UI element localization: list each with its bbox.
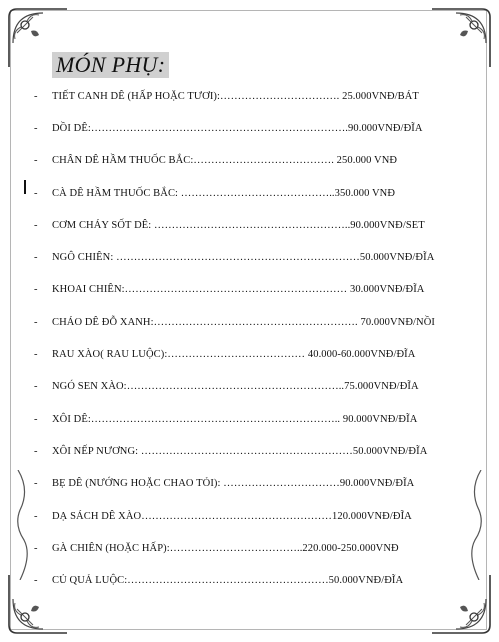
menu-item-text: CHÂN DÊ HẦM THUỐC BẮC:…………………………………. 250.000 VNĐ [52,155,398,167]
menu-item-text: CỦ QUẢ LUỘC:…………………………………………………50.000VNĐ/ĐĨA [52,575,404,587]
menu-item-text: DỒI DÊ:……………………………………………………………….90.000VNĐ/ĐĨA [52,122,423,134]
menu-item [34,468,454,500]
menu-item-text: DẠ SÁCH DÊ XÀO………………………………………………120.000VNĐ/ĐĨA [52,510,412,522]
bullet: - [34,219,38,231]
menu-item-text: CÀ DÊ HẦM THUỐC BẮC: ……………………………………..350.000 VNĐ [52,187,396,199]
menu-item [34,435,454,467]
bullet: - [34,575,38,587]
bullet: - [34,413,38,425]
bullet: - [34,478,38,490]
menu-item [34,403,454,435]
bullet: - [34,349,38,361]
bullet: - [34,90,38,102]
bullet: - [34,122,38,134]
menu-item-text: GÀ CHIÊN (HOẶC HẤP):………………………………..220.000-250.000VNĐ [52,542,399,554]
menu-item-text: TIẾT CANH DÊ (HẤP HOẶC TƯƠI):……………………………. 25.000VNĐ/BÁT [52,90,419,102]
bullet: - [34,381,38,393]
bullet: - [34,252,38,264]
bullet: - [34,510,38,522]
menu-item [34,500,454,532]
bullet: - [34,445,38,457]
menu-item [34,338,454,370]
bullet: - [34,284,38,296]
menu-item [34,241,454,273]
menu-item [34,371,454,403]
menu-item-text: KHOAI CHIÊN:……………………………………………………… 30.000VNĐ/ĐĨA [52,284,425,296]
menu-item-text: XÔI NẾP NƯƠNG: ……………………………………………………50.000VNĐ/ĐĨA [52,445,428,457]
menu-item-text: NGÓ SEN XÀO:……………………………………………………..75.000VNĐ/ĐĨA [52,381,419,393]
bullet: - [34,155,38,167]
menu-item [34,274,454,306]
menu-item [34,532,454,564]
menu-item [34,80,454,112]
bullet: - [34,542,38,554]
menu-item-text: NGÔ CHIÊN: ……………………………………………………………50.000VNĐ/ĐĨA [52,252,435,264]
bullet: - [34,187,38,199]
page-title: MÓN PHỤ: [52,52,169,78]
menu-item-text: CHÁO DÊ ĐỖ XANH:…………………………………………………. 70.000VNĐ/NỒI [52,316,435,328]
text-cursor [24,180,26,194]
menu-item-text: BẸ DÊ (NƯỚNG HOẶC CHAO TỎI): ……………………………90.000VNĐ/ĐĨA [52,478,415,490]
menu-item-text: XÔI DÊ:…………………………………………………………….. 90.000VNĐ/ĐĨA [52,413,418,425]
menu-item [34,564,454,596]
menu-item-text: CƠM CHÁY SỐT DÊ: ………………………………………………..90.000VNĐ/SET [52,219,425,231]
menu-item [34,112,454,144]
menu-item [34,145,454,177]
corner-ornament-top-right [426,3,496,73]
menu-item-text: RAU XÀO( RAU LUỘC):………………………………… 40.000-60.000VNĐ/ĐĨA [52,349,416,361]
menu-item [34,209,454,241]
menu-item [34,177,454,209]
left-edge-flourish [14,470,34,580]
menu-item [34,306,454,338]
menu-list [34,80,454,597]
bullet: - [34,316,38,328]
right-edge-flourish [465,470,485,580]
